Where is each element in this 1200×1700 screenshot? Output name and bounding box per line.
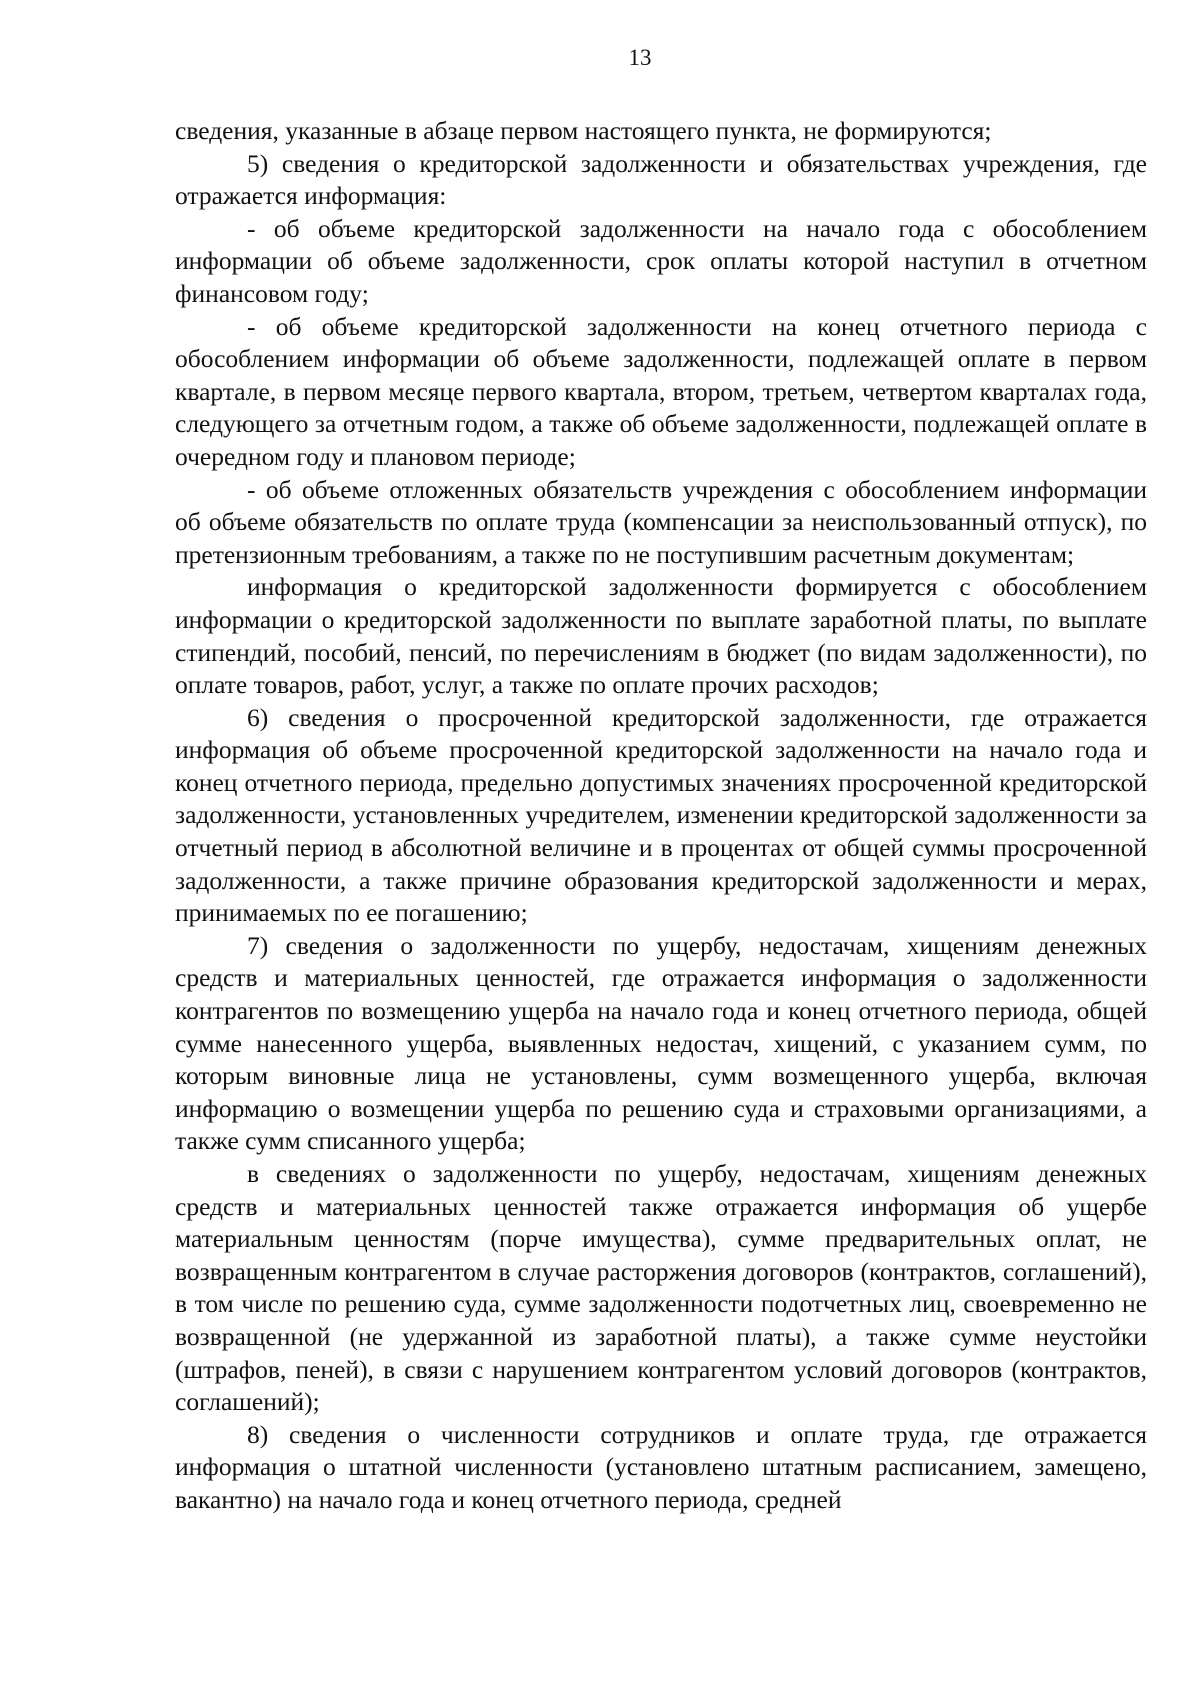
page-body bbox=[175, 115, 1147, 1517]
paragraph: в сведениях о задолженности по ущербу, недостачам, хищениям денежных средств и материальных ценностей также отражается информация об ущербе материальным ценностям (порче имущества), сумме предварительных оплат, не возвращенным контрагентом в случае расторжения договоров (контрактов, соглашений), в том числе по решению суда, сумме задолженности подотчетных лиц, своевременно не возвращенной (не удержанной из заработной платы), а также сумме неустойки (штрафов, пеней), в связи с нарушением контрагентом условий договоров (контрактов, соглашений); bbox=[175, 1159, 1147, 1417]
paragraph: 5) сведения о кредиторской задолженности и обязательствах учреждения, где отражается информация: bbox=[175, 148, 1147, 211]
paragraph: 7) сведения о задолженности по ущербу, недостачам, хищениям денежных средств и материальных ценностей, где отражается информация о задолженности контрагентов по возмещению ущерба на начало года и конец отчетного периода, общей сумме нанесенного ущерба, выявленных недостач, хищений, с указанием сумм, по которым виновные лица не установлены, сумм возмещенного ущерба, включая информацию о возмещении ущерба по решению суда и страховыми организациями, а также сумм списанного ущерба; bbox=[175, 930, 1147, 1156]
page-number: 13 bbox=[628, 45, 652, 70]
paragraph: сведения, указанные в абзаце первом настоящего пункта, не формируются; bbox=[175, 116, 992, 145]
paragraph: - об объеме кредиторской задолженности на конец отчетного периода с обособлением информации об объеме задолженности, подлежащей оплате в первом квартале, в первом месяце первого квартала, втором, третьем, четвертом кварталах года, следующего за отчетным годом, а также об объеме задолженности, подлежащей оплате в очередном году и плановом периоде; bbox=[175, 311, 1147, 471]
paragraph: 6) сведения о просроченной кредиторской задолженности, где отражается информация об объеме просроченной кредиторской задолженности на начало года и конец отчетного периода, предельно допустимых значениях просроченной кредиторской задолженности, установленных учредителем, изменении кредиторской задолженности за отчетный период в абсолютной величине и в процентах от общей суммы просроченной задолженности, а также причине образования кредиторской задолженности и мерах, принимаемых по ее погашению; bbox=[175, 702, 1147, 928]
paragraph: - об объеме отложенных обязательств учреждения с обособлением информации об объеме обязательств по оплате труда (компенсации за неиспользованный отпуск), по претензионным требованиям, а также по не поступившим расчетным документам; bbox=[175, 474, 1147, 569]
paragraph: 8) сведения о численности сотрудников и оплате труда, где отражается информация о штатной численности (установлено штатным расписанием, замещено, вакантно) на начало года и конец отчетного периода, средней bbox=[175, 1419, 1147, 1514]
paragraph: информация о кредиторской задолженности формируется с обособлением информации о кредиторской задолженности по выплате заработной платы, по выплате стипендий, пособий, пенсий, по перечислениям в бюджет (по видам задолженности), по оплате товаров, работ, услуг, а также по оплате прочих расходов; bbox=[175, 572, 1147, 700]
paragraph: - об объеме кредиторской задолженности на начало года с обособлением информации об объеме задолженности, срок оплаты которой наступил в отчетном финансовом году; bbox=[175, 213, 1147, 308]
